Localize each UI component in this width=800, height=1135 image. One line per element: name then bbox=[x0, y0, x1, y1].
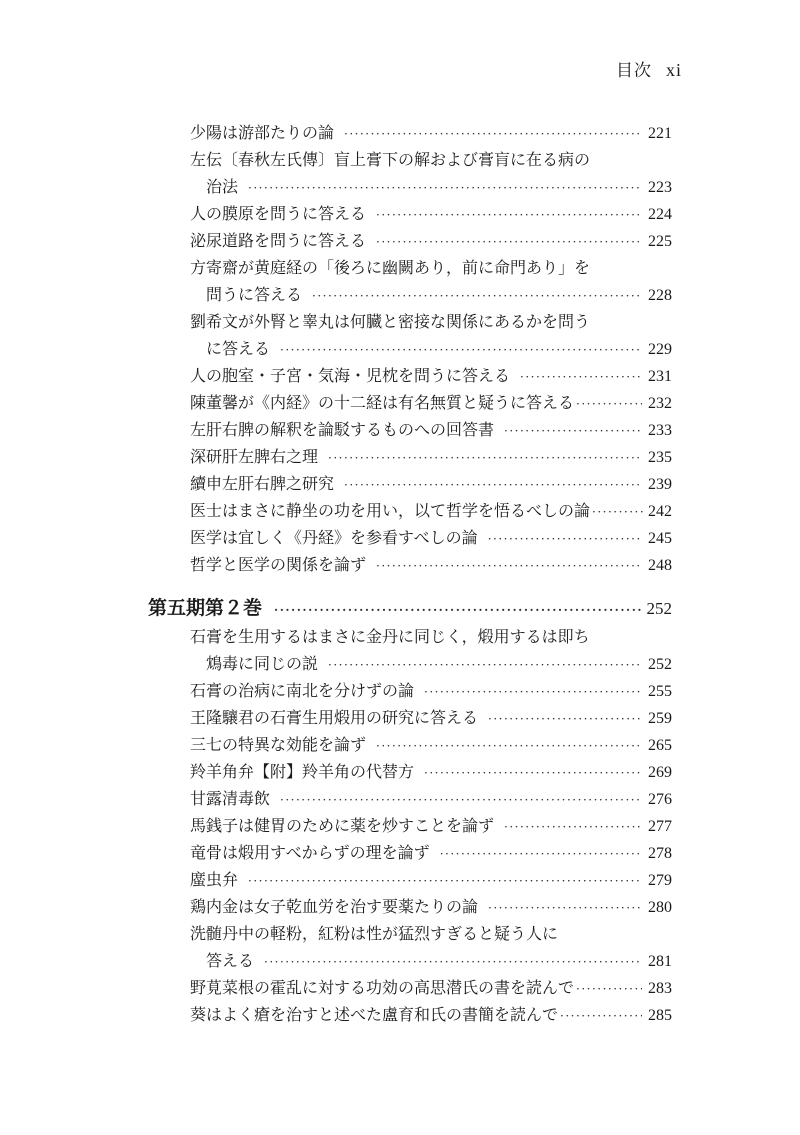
dot-leader bbox=[280, 337, 642, 363]
toc-entry: 三七の特異な効能を論ず ····· 265 bbox=[190, 732, 672, 758]
dot-leader bbox=[592, 499, 646, 525]
toc-entry: 人の膜原を問うに答える ····· 224 bbox=[190, 201, 672, 227]
toc-entry: 答える ····· 281 bbox=[206, 948, 672, 974]
toc-entry: 甘露清毒飲 ····· 276 bbox=[190, 786, 672, 812]
toc-entry: 陳董馨が《内経》の十二経は有名無質と疑うに答える ····· 232 bbox=[190, 390, 672, 416]
running-header bbox=[616, 56, 682, 81]
dot-leader bbox=[280, 787, 642, 813]
section-heading: 第五期第２巻 ····· 252 bbox=[148, 593, 672, 623]
toc-entry: 哲学と医学の関係を論ず ····· 248 bbox=[190, 552, 672, 578]
dot-leader bbox=[264, 949, 642, 975]
dot-leader bbox=[312, 283, 642, 309]
toc-entry: 䗪虫弁 ····· 279 bbox=[190, 867, 672, 893]
toc-entry: 人の胞室・子宮・気海・児枕を問うに答える ····· 231 bbox=[190, 363, 672, 389]
toc-entry: 方寄齋が黄庭経の「後ろに幽闕あり，前に命門あり」を bbox=[190, 258, 591, 277]
toc-entry: 泌尿道路を問うに答える ····· 225 bbox=[190, 228, 672, 254]
dot-leader bbox=[328, 652, 642, 678]
dot-leader bbox=[376, 202, 642, 228]
dot-leader bbox=[376, 229, 642, 255]
dot-leader bbox=[504, 814, 642, 840]
toc-entry: 鶏内金は女子乾血労を治す要薬たりの論 ····· 280 bbox=[190, 894, 672, 920]
toc-entry: 石膏を生用するはまさに金丹に同じく，煅用するは即ち bbox=[190, 627, 590, 646]
dot-leader bbox=[488, 526, 642, 552]
toc-entry: 馬銭子は健胃のために薬を炒すことを論ず ····· 277 bbox=[190, 813, 672, 839]
header-page-number: xi bbox=[665, 60, 682, 80]
dot-leader bbox=[520, 364, 642, 390]
dot-leader bbox=[576, 391, 642, 417]
dot-leader bbox=[424, 760, 642, 786]
dot-leader bbox=[344, 472, 642, 498]
toc-entry: 左伝〔春秋左氏傳〕盲上膏下の解および膏肓に在る病の bbox=[190, 150, 591, 169]
toc-entry: 王隆驤君の石膏生用煅用の研究に答える ····· 259 bbox=[190, 705, 672, 731]
dot-leader bbox=[344, 121, 642, 147]
dot-leader bbox=[576, 976, 642, 1002]
toc-entry: 左肝右脾の解釈を論駁するものへの回答書 ····· 233 bbox=[190, 417, 672, 443]
dot-leader bbox=[274, 595, 640, 625]
dot-leader bbox=[424, 679, 642, 705]
toc-entry: 問うに答える ····· 228 bbox=[206, 282, 672, 308]
dot-leader bbox=[504, 418, 642, 444]
toc-entry: 洗髄丹中の軽粉，紅粉は性が猛烈すぎると疑う人に bbox=[190, 924, 559, 943]
dot-leader bbox=[248, 175, 642, 201]
dot-leader bbox=[328, 445, 642, 471]
toc-entry: 鴆毒に同じの説 ····· 252 bbox=[206, 651, 672, 677]
header-title: 目次 bbox=[615, 61, 652, 81]
toc-entry: 劉希文が外腎と睾丸は何臓と密接な関係にあるかを問う bbox=[190, 312, 591, 331]
toc-entry: 續申左肝右脾之研究 ····· 239 bbox=[190, 471, 672, 497]
dot-leader bbox=[560, 1003, 642, 1029]
toc-entry: 野莧菜根の霍乱に対する功効の高思潜氏の書を読んで ····· 283 bbox=[190, 975, 672, 1001]
dot-leader bbox=[488, 706, 642, 732]
toc-entry: 石膏の治病に南北を分けずの論 ····· 255 bbox=[190, 678, 672, 704]
toc-entry: 治法 ····· 223 bbox=[206, 174, 672, 200]
dot-leader bbox=[248, 868, 642, 894]
dot-leader bbox=[376, 733, 642, 759]
toc-entry: 医学は宜しく《丹経》を参看すべしの論 ····· 245 bbox=[190, 525, 672, 551]
dot-leader bbox=[440, 841, 642, 867]
toc-entry: 医士はまさに静坐の功を用い，以て哲学を悟るべしの論 ····· 242 bbox=[190, 498, 672, 524]
dot-leader bbox=[376, 553, 642, 579]
toc-entry: 少陽は游部たりの論 ····· 221 bbox=[190, 120, 672, 146]
toc-entry: 深研肝左脾右之理 ····· 235 bbox=[190, 444, 672, 470]
toc-entry: 葵はよく瘡を治すと述べた盧育和氏の書簡を読んで ····· 285 bbox=[190, 1002, 672, 1028]
toc-entry: 竜骨は煅用すべからずの理を論ず ····· 278 bbox=[190, 840, 672, 866]
toc-entry: 羚羊角弁【附】羚羊角の代替方 ····· 269 bbox=[190, 759, 672, 785]
toc-entry: に答える ····· 229 bbox=[206, 336, 672, 362]
dot-leader bbox=[488, 895, 642, 921]
